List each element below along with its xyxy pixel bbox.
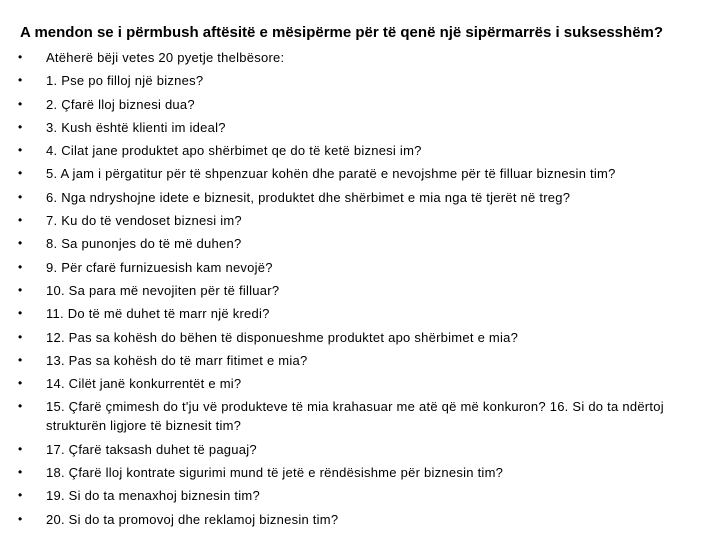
list-item	[0, 281, 700, 300]
bullet-icon: •	[18, 189, 23, 204]
list-item	[0, 211, 700, 230]
list-item	[0, 486, 700, 505]
list-item	[0, 440, 700, 459]
bullet-icon: •	[18, 259, 23, 274]
list-item	[0, 95, 700, 114]
list-item-text: 12. Pas sa kohësh do bëhen të disponueshme produktet apo shërbimet e mia?	[46, 329, 519, 345]
list-item-text: 8. Sa punonjes do të më duhen?	[46, 236, 242, 252]
slide-title: A mendon se i përmbush aftësitë e mësipërme për të qenë një sipërmarrës i suksesshëm?	[20, 24, 664, 41]
list-item	[0, 463, 700, 482]
list-item-text: 5. A jam i përgatitur për të shpenzuar kohën dhe paratë e nevojshme për të filluar biznesin tim?	[46, 166, 616, 182]
bullet-icon: •	[18, 73, 23, 88]
list-item-text: 13. Pas sa kohësh do të marr fitimet e mia?	[46, 352, 308, 368]
list-item-text: 15. Çfarë çmimesh do t'ju vë produkteve të mia krahasuar me atë që më konkuron? 16. Si do ta ndërtoj strukturën ligjore të biznesit tim?	[46, 399, 664, 434]
bullet-icon: •	[18, 441, 23, 456]
bullet-icon: •	[18, 488, 23, 503]
list-item-text: 20. Si do ta promovoj dhe reklamoj biznesin tim?	[46, 511, 339, 527]
list-item-text: Atëherë bëji vetes 20 pyetje thelbësore:	[46, 50, 285, 65]
list-item-text: 2. Çfarë lloj biznesi dua?	[46, 96, 195, 112]
bullet-icon: •	[18, 96, 23, 111]
list-item	[0, 164, 700, 183]
list-item	[0, 48, 700, 67]
list-item-text: 14. Cilët janë konkurrentët e mi?	[46, 376, 242, 392]
list-item	[0, 351, 700, 370]
list-item	[0, 304, 700, 323]
list-item-text: 1. Pse po filloj një biznes?	[46, 73, 204, 89]
list-item	[0, 397, 700, 435]
list-item-text: 19. Si do ta menaxhoj biznesin tim?	[46, 488, 260, 504]
bullet-icon: •	[18, 511, 23, 526]
bullet-icon: •	[18, 143, 23, 158]
list-item	[0, 510, 700, 529]
list-item	[0, 328, 700, 347]
list-item	[0, 71, 700, 90]
bullet-icon: •	[18, 119, 23, 134]
list-item-text: 10. Sa para më nevojiten për të filluar?	[46, 282, 280, 298]
list-item-text: 9. Për cfarë furnizuesish kam nevojë?	[46, 259, 273, 275]
list-item-text: 3. Kush është klienti im ideal?	[46, 119, 226, 135]
bullet-icon: •	[18, 376, 23, 391]
list-item-text: 6. Nga ndryshojne idete e biznesit, produktet dhe shërbimet e mia nga të tjerët në treg?	[46, 189, 571, 205]
bullet-icon: •	[18, 399, 23, 414]
list-item	[0, 188, 700, 207]
list-item-text: 18. Çfarë lloj kontrate sigurimi mund të jetë e rëndësishme për biznesin tim?	[46, 465, 504, 481]
bullet-icon: •	[18, 213, 23, 228]
list-item	[0, 141, 700, 160]
bullet-icon: •	[18, 50, 23, 64]
list-item	[0, 118, 700, 137]
list-item-text: 4. Cilat jane produktet apo shërbimet qe do të ketë biznesi im?	[46, 143, 422, 159]
bullet-icon: •	[18, 329, 23, 344]
list-item	[0, 234, 700, 253]
bullet-icon: •	[18, 166, 23, 181]
bullet-icon: •	[18, 352, 23, 367]
bullet-icon: •	[18, 306, 23, 321]
list-item-text: 7. Ku do të vendoset biznesi im?	[46, 213, 242, 229]
list-item	[0, 258, 700, 277]
list-item-text: 17. Çfarë taksash duhet të paguaj?	[46, 441, 257, 457]
bullet-icon: •	[18, 282, 23, 297]
bullet-icon: •	[18, 465, 23, 480]
question-list	[0, 48, 720, 533]
bullet-icon: •	[18, 236, 23, 251]
list-item	[0, 374, 700, 393]
list-item-text: 11. Do të më duhet të marr një kredi?	[46, 306, 270, 322]
